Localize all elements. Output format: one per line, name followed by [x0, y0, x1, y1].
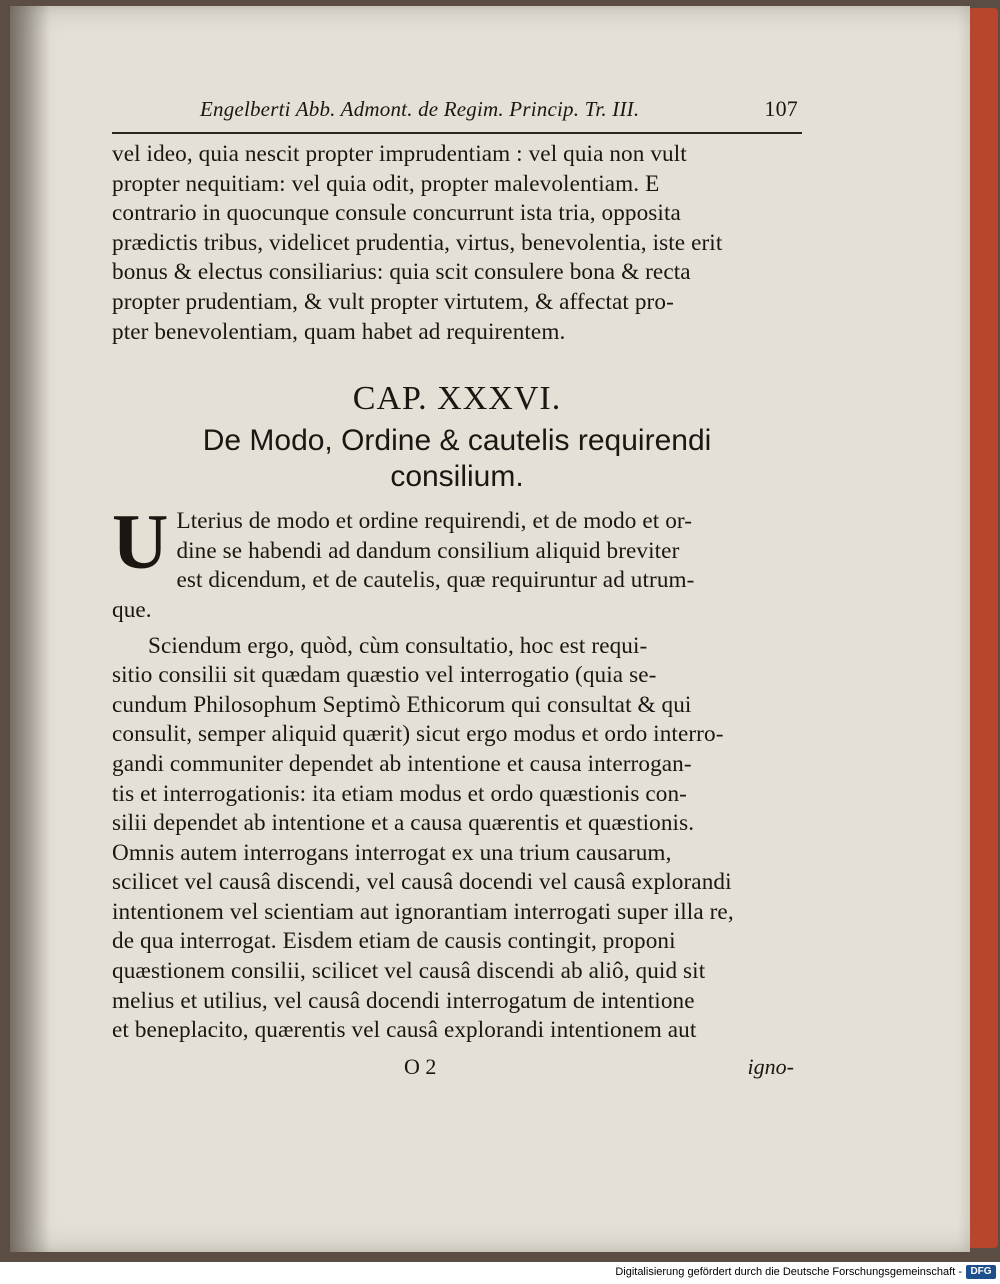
- funding-credit: Digitalisierung gefördert durch die Deutsche Forschungsgemeinschaft -: [615, 1266, 962, 1278]
- text-line: Lterius de modo et ordine requirendi, et de modo et or-: [176, 508, 693, 535]
- header-rule: [112, 132, 802, 134]
- text-line: cundum Philosophum Septimò Ethicorum qui consultat & qui: [112, 691, 692, 718]
- text-line: consulit, semper aliquid quærit) sicut ergo modus et ordo interro-: [112, 721, 724, 748]
- text-line: et beneplacito, quærentis vel causâ explorandi intentionem aut: [112, 1017, 697, 1044]
- text-line: de qua interrogat. Eisdem etiam de causis contingit, proponi: [112, 928, 676, 955]
- running-head: [112, 96, 802, 126]
- digitization-footer: [0, 1262, 1000, 1284]
- text-line: bonus & electus consiliarius: quia scit consulere bona & recta: [112, 259, 691, 286]
- text-line: Sciendum ergo, quòd, cùm consultatio, hoc est requi-: [148, 632, 648, 659]
- decorated-initial: U: [112, 498, 169, 586]
- chapter-title-line: consilium.: [390, 460, 524, 494]
- page-number: 107: [764, 96, 798, 121]
- text-line: silii dependet ab intentione et a causa quærentis et quæstionis.: [112, 810, 695, 837]
- page-foot: [112, 1054, 802, 1080]
- text-line: est dicendum, et de cautelis, quæ requiruntur ad utrum-: [176, 567, 695, 594]
- signature-mark: O 2: [404, 1053, 437, 1079]
- page-gutter-shadow: [10, 6, 50, 1252]
- text-line: melius et utilius, vel causâ docendi interrogatum de intentione: [112, 987, 695, 1014]
- running-title: Engelberti Abb. Admont. de Regim. Princip. Tr. III.: [200, 97, 640, 121]
- text-line: prædictis tribus, videlicet prudentia, virtus, benevolentia, iste erit: [112, 229, 723, 256]
- text-line: propter prudentiam, & vult propter virtutem, & affectat pro-: [112, 288, 674, 315]
- text-line: contrario in quocunque consule concurrunt ista tria, opposita: [112, 200, 681, 227]
- text-line: que.: [112, 596, 152, 623]
- text-line: quæstionem consilii, scilicet vel causâ discendi ab aliô, quid sit: [112, 958, 706, 985]
- text-line: dine se habendi ad dandum consilium aliquid breviter: [176, 537, 680, 564]
- chapter-title-line: De Modo, Ordine & cautelis requirendi: [202, 424, 712, 458]
- chapter-number: CAP. XXXVI.: [352, 380, 562, 418]
- text-line: pter benevolentiam, quam habet ad requirentem.: [112, 318, 566, 345]
- catchword: igno-: [747, 1053, 794, 1079]
- text-line: scilicet vel causâ discendi, vel causâ docendi vel causâ explorandi: [112, 869, 732, 896]
- dfg-logo: DFG: [966, 1265, 996, 1279]
- paragraph-main: [112, 632, 802, 1046]
- text-line: vel ideo, quia nescit propter imprudentiam : vel quia non vult: [112, 141, 687, 167]
- paragraph-opening: [112, 498, 802, 625]
- text-line: tis et interrogationis: ita etiam modus et ordo quæstionis con-: [112, 780, 687, 807]
- text-line: Omnis autem interrogans interrogat ex una trium causarum,: [112, 839, 672, 866]
- text-line: gandi communiter dependet ab intentione et causa interrogan-: [112, 750, 692, 777]
- text-line: propter nequitiam: vel quia odit, propter malevolentiam. E: [112, 170, 660, 197]
- text-line: sitio consilii sit quædam quæstio vel interrogatio (quia se-: [112, 662, 657, 689]
- text-line: intentionem vel scientiam aut ignorantiam interrogati super illa re,: [112, 898, 734, 925]
- paragraph-continued: [112, 140, 802, 347]
- chapter-title: [112, 423, 802, 495]
- page-text-block: [112, 96, 802, 1080]
